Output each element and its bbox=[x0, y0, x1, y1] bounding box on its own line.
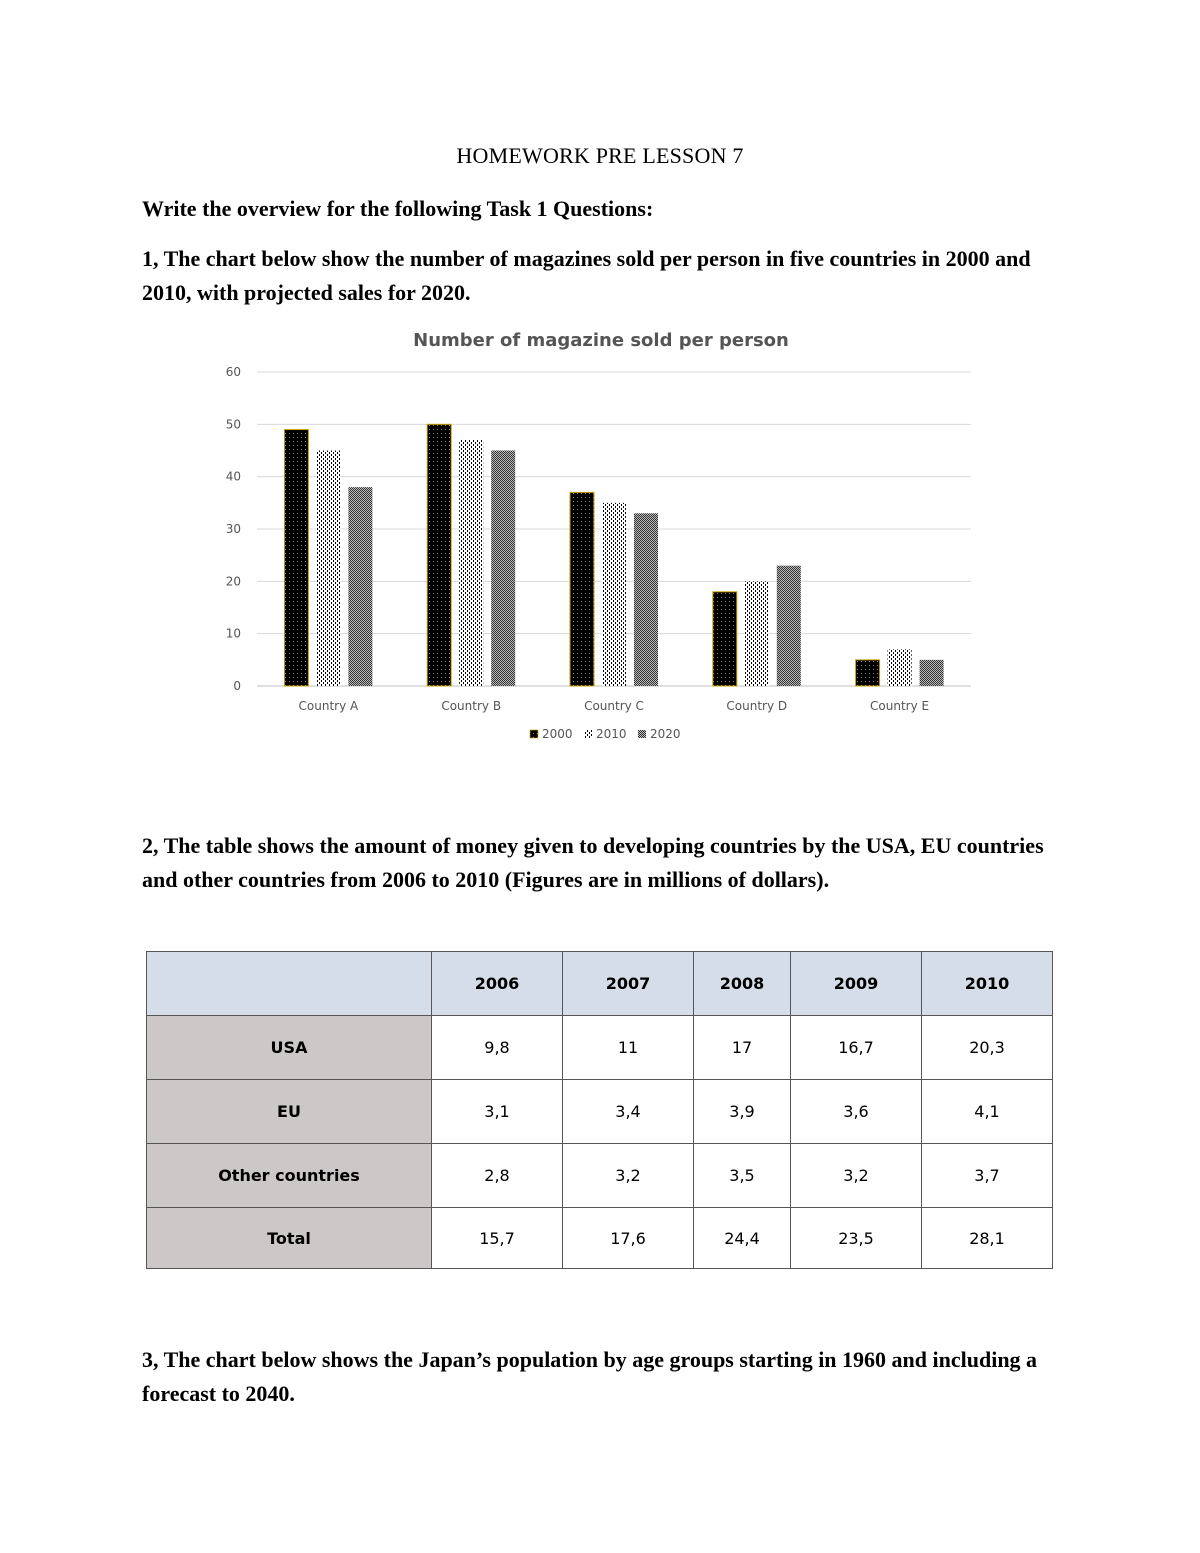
chart-title: Number of magazine sold per person bbox=[413, 330, 789, 351]
legend-label: 2020 bbox=[650, 727, 681, 741]
y-tick-label: 40 bbox=[225, 469, 241, 484]
table-cell: 3,6 bbox=[791, 1080, 922, 1144]
bar-2020-country-d bbox=[777, 566, 801, 686]
table-row bbox=[147, 1144, 1053, 1208]
bar-2020-country-c bbox=[634, 513, 658, 686]
legend-swatch bbox=[584, 730, 592, 738]
table-row-label: USA bbox=[147, 1016, 432, 1080]
bar-2020-country-b bbox=[491, 451, 515, 687]
legend-label: 2010 bbox=[596, 727, 627, 741]
bar-2010-country-d bbox=[745, 581, 769, 686]
table-cell: 3,4 bbox=[563, 1080, 694, 1144]
question-3-text: 3, The chart below shows the Japan’s population by age groups starting in 1960 and including a forecast to 2040. bbox=[142, 1347, 1038, 1406]
bar-2000-country-b bbox=[427, 424, 451, 686]
x-tick-label: Country C bbox=[584, 699, 644, 713]
legend-label: 2000 bbox=[542, 727, 573, 741]
table-cell: 17,6 bbox=[563, 1208, 694, 1269]
table-column-header: 2009 bbox=[791, 952, 922, 1016]
question-2-text: 2, The table shows the amount of money given to developing countries by the USA, EU countries and other countries from 2006 to 2010 (Figures are in millions of dollars). bbox=[142, 833, 1044, 892]
table-cell: 23,5 bbox=[791, 1208, 922, 1269]
table-column-header: 2008 bbox=[694, 952, 791, 1016]
bar-2020-country-e bbox=[920, 660, 944, 686]
table-cell: 3,1 bbox=[432, 1080, 563, 1144]
table-row bbox=[147, 1080, 1053, 1144]
table-corner-cell bbox=[147, 952, 432, 1016]
table-row bbox=[147, 1016, 1053, 1080]
table-column-header: 2006 bbox=[432, 952, 563, 1016]
y-tick-label: 30 bbox=[225, 522, 241, 536]
table-cell: 3,2 bbox=[563, 1144, 694, 1208]
y-tick-label: 60 bbox=[225, 365, 241, 379]
bar-2010-country-c bbox=[602, 503, 626, 686]
table-cell: 28,1 bbox=[922, 1208, 1053, 1269]
bar-2000-country-a bbox=[284, 430, 308, 686]
x-tick-label: Country B bbox=[441, 699, 502, 713]
table-cell: 3,5 bbox=[694, 1144, 791, 1208]
bar-2000-country-e bbox=[856, 660, 880, 686]
x-tick-label: Country A bbox=[298, 699, 359, 713]
table-row-label: Other countries bbox=[147, 1144, 432, 1208]
table-cell: 11 bbox=[563, 1016, 694, 1080]
bar-2000-country-c bbox=[570, 492, 594, 686]
table-cell: 20,3 bbox=[922, 1016, 1053, 1080]
table-cell: 3,7 bbox=[922, 1144, 1053, 1208]
bar-2020-country-a bbox=[348, 487, 372, 686]
magazine-bar-chart bbox=[200, 320, 1000, 760]
table-header-row bbox=[147, 952, 1053, 1016]
question-1-text: 1, The chart below show the number of magazines sold per person in five countries in 2000 and 2010, with projected sales for 2020. bbox=[142, 246, 1031, 305]
bar-2010-country-b bbox=[459, 440, 483, 686]
table-cell: 24,4 bbox=[694, 1208, 791, 1269]
table-cell: 17 bbox=[694, 1016, 791, 1080]
table-column-header: 2010 bbox=[922, 952, 1053, 1016]
table-cell: 3,9 bbox=[694, 1080, 791, 1144]
instruction-text: Write the overview for the following Task 1 Questions: bbox=[142, 196, 654, 221]
table-row-label: EU bbox=[147, 1080, 432, 1144]
chart-svg bbox=[200, 320, 1000, 760]
table-cell: 9,8 bbox=[432, 1016, 563, 1080]
bar-2010-country-e bbox=[888, 649, 912, 686]
y-tick-label: 10 bbox=[225, 626, 241, 641]
document-title: HOMEWORK PRE LESSON 7 bbox=[456, 143, 744, 168]
x-tick-label: Country E bbox=[870, 699, 930, 713]
table-row bbox=[147, 1208, 1053, 1269]
table-cell: 2,8 bbox=[432, 1144, 563, 1208]
y-tick-label: 20 bbox=[225, 574, 241, 589]
legend-swatch bbox=[638, 730, 646, 738]
table-cell: 16,7 bbox=[791, 1016, 922, 1080]
bar-2010-country-a bbox=[316, 451, 340, 687]
y-tick-label: 50 bbox=[225, 417, 241, 432]
table-cell: 15,7 bbox=[432, 1208, 563, 1269]
table-cell: 4,1 bbox=[922, 1080, 1053, 1144]
table-row-label: Total bbox=[147, 1208, 432, 1269]
x-tick-label: Country D bbox=[726, 699, 788, 713]
bar-2000-country-d bbox=[713, 592, 737, 686]
y-tick-label: 0 bbox=[233, 679, 241, 693]
table-column-header: 2007 bbox=[563, 952, 694, 1016]
aid-table bbox=[146, 951, 1053, 1269]
table-cell: 3,2 bbox=[791, 1144, 922, 1208]
legend-swatch bbox=[530, 730, 538, 738]
